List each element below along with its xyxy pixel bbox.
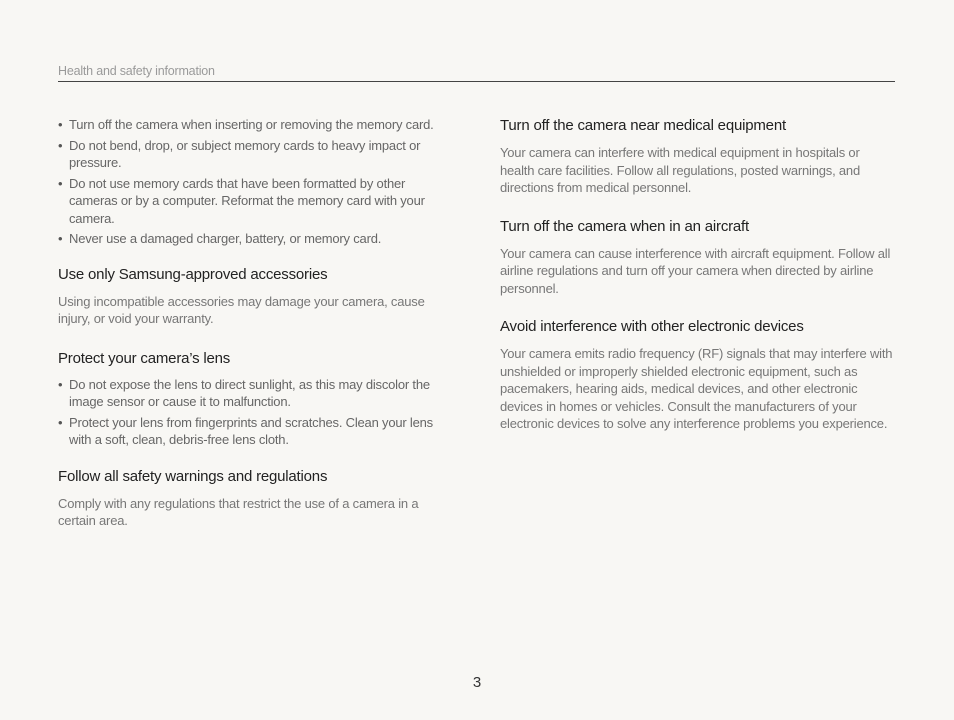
list-item: • Never use a damaged charger, battery, or memory card.	[58, 230, 450, 248]
header-title: Health and safety information	[58, 64, 215, 78]
lens-bullet-list	[58, 376, 450, 449]
section-body-interference: Your camera emits radio frequency (RF) signals that may interfere with unshielded or improperly shielded electronic equipment, such as pacemakers, hearing aids, medical devices, and other electronic devices in homes or vehicles. Consult the manufacturers of your electronic devices to solve any interference problems you experience.	[500, 346, 893, 431]
section-accessories	[58, 265, 450, 328]
list-item: • Do not expose the lens to direct sunlight, as this may discolor the image sensor or cause it to malfunction.	[58, 376, 450, 411]
section-aircraft	[500, 217, 896, 298]
left-column	[58, 116, 450, 530]
right-column	[500, 116, 896, 433]
section-title-accessories: Use only Samsung-approved accessories	[58, 265, 328, 283]
section-body-warnings: Comply with any regulations that restrict the use of a camera in a certain area.	[58, 495, 419, 528]
list-item: • Do not bend, drop, or subject memory cards to heavy impact or pressure.	[58, 137, 450, 172]
section-medical	[500, 116, 896, 197]
section-title-warnings: Follow all safety warnings and regulations	[58, 467, 328, 485]
list-item: • Turn off the camera when inserting or removing the memory card.	[58, 116, 450, 134]
section-title-aircraft: Turn off the camera when in an aircraft	[500, 217, 749, 235]
section-title-lens: Protect your camera’s lens	[58, 349, 231, 367]
section-warnings	[58, 467, 450, 530]
section-body-accessories: Using incompatible accessories may damage your camera, cause injury, or void your warranty.	[58, 293, 425, 326]
list-item: • Protect your lens from fingerprints and scratches. Clean your lens with a soft, clean, debris-free lens cloth.	[58, 414, 450, 449]
section-title-medical: Turn off the camera near medical equipment	[500, 117, 786, 134]
section-title-interference: Avoid interference with other electronic devices	[500, 318, 804, 335]
section-body-medical: Your camera can interfere with medical equipment in hospitals or health care facilities. Follow all regulations, posted warnings, and directions from medical personnel.	[500, 145, 860, 195]
page-number: 3	[472, 674, 482, 691]
section-body-aircraft: Your camera can cause interference with aircraft equipment. Follow all airline regulations and turn off your camera when directed by airline personnel.	[500, 245, 891, 296]
page-header	[58, 62, 895, 82]
section-interference	[500, 317, 896, 433]
memory-card-bullet-list	[58, 116, 450, 248]
section-lens	[58, 349, 450, 449]
list-item: • Do not use memory cards that have been formatted by other cameras or by a computer. Reformat the memory card with your camera.	[58, 175, 450, 228]
